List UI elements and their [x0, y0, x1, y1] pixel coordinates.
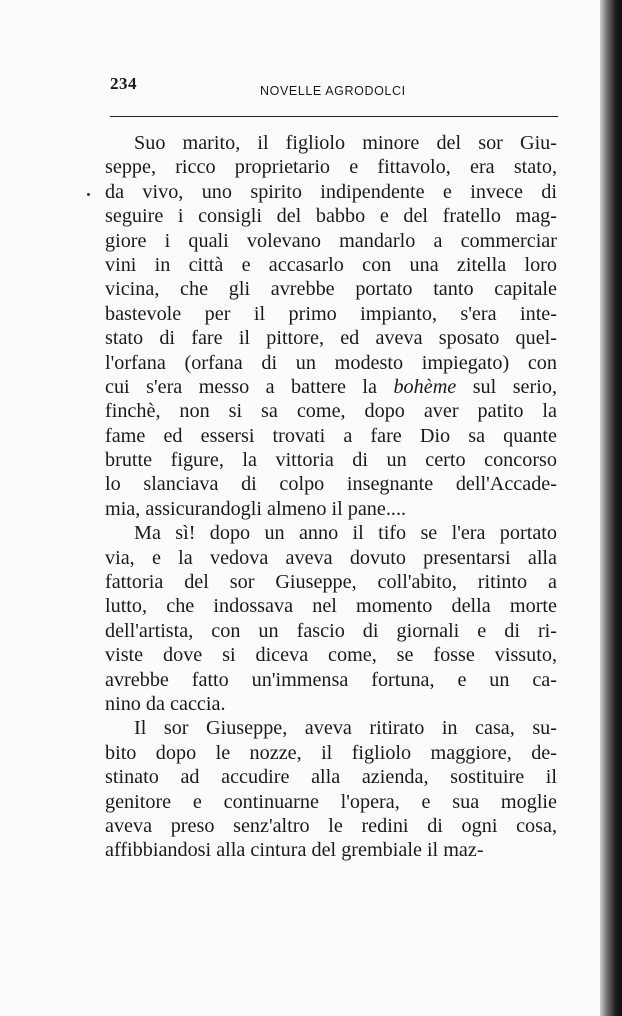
italic-word: bohème [393, 375, 457, 398]
text-line: brutte figure, la vittoria di un certo concorso [105, 449, 557, 472]
text-line: mia, assicurandogli almeno il pane.... [105, 497, 407, 520]
page-edge-shadow [600, 0, 622, 1016]
text-line: bastevole per il primo impianto, s'era inte- [105, 302, 557, 325]
text-line: Il sor Giuseppe, aveva ritirato in casa, su- [134, 717, 557, 740]
text-line: seguire i consigli del babbo e del fratello mag- [105, 205, 557, 228]
page-number: 234 [110, 74, 137, 93]
text-line: vini in città e accasarlo con una zitella loro [105, 253, 557, 276]
text-line: aveva preso senz'altro le redini di ogni cosa, [105, 814, 557, 837]
text-line: fattoria del sor Giuseppe, coll'abito, ritinto a [105, 571, 557, 594]
text-line: via, e la vedova aveva dovuto presentarsi alla [105, 546, 557, 569]
text-line: fame ed essersi trovati a fare Dio sa quante [105, 424, 557, 447]
text-line: da vivo, uno spirito indipendente e invece di [105, 180, 557, 203]
text-segment: cui s'era messo a battere la [105, 375, 394, 398]
text-line: finchè, non si sa come, dopo aver patito la [105, 400, 557, 423]
running-title: NOVELLE AGRODOLCI [260, 84, 406, 98]
text-line: affibbiandosi alla cintura del grembiale il maz- [105, 839, 484, 862]
text-line: avrebbe fatto un'immensa fortuna, e un ca- [105, 668, 557, 691]
text-line: seppe, ricco proprietario e fittavolo, era stato, [105, 156, 557, 179]
text-line: lo slanciava di colpo insegnante dell'Accade- [105, 473, 557, 496]
text-line: lutto, che indossava nel momento della morte [105, 595, 557, 618]
text-line: vicina, che gli avrebbe portato tanto capitale [105, 278, 557, 301]
text-line: dell'artista, con un fascio di giornali e di ri- [105, 619, 557, 642]
header-rule [110, 116, 558, 117]
text-line: stato di fare il pittore, ed aveva sposato quel- [105, 327, 557, 350]
text-line: l'orfana (orfana di un modesto impiegato) con [105, 351, 557, 374]
text-segment: sul serio, [456, 375, 557, 398]
text-line: stinato ad accudire alla azienda, sostituire il [105, 766, 557, 789]
text-line: Ma sì! dopo un anno il tifo se l'era portato [134, 522, 557, 545]
text-line: bito dopo le nozze, il figliolo maggiore, de- [105, 741, 557, 764]
page-header [110, 74, 558, 98]
text-line: giore i quali volevano mandarlo a commerciar [105, 229, 557, 252]
scan-speck [87, 193, 90, 196]
text-line [105, 375, 557, 399]
text-line: nino da caccia. [105, 692, 226, 715]
text-line: genitore e continuarne l'opera, e sua moglie [105, 790, 557, 813]
text-line: Suo marito, il figliolo minore del sor Giu- [134, 132, 557, 154]
text-line: viste dove si diceva come, se fosse vissuto, [105, 644, 557, 667]
body-text [105, 131, 557, 863]
